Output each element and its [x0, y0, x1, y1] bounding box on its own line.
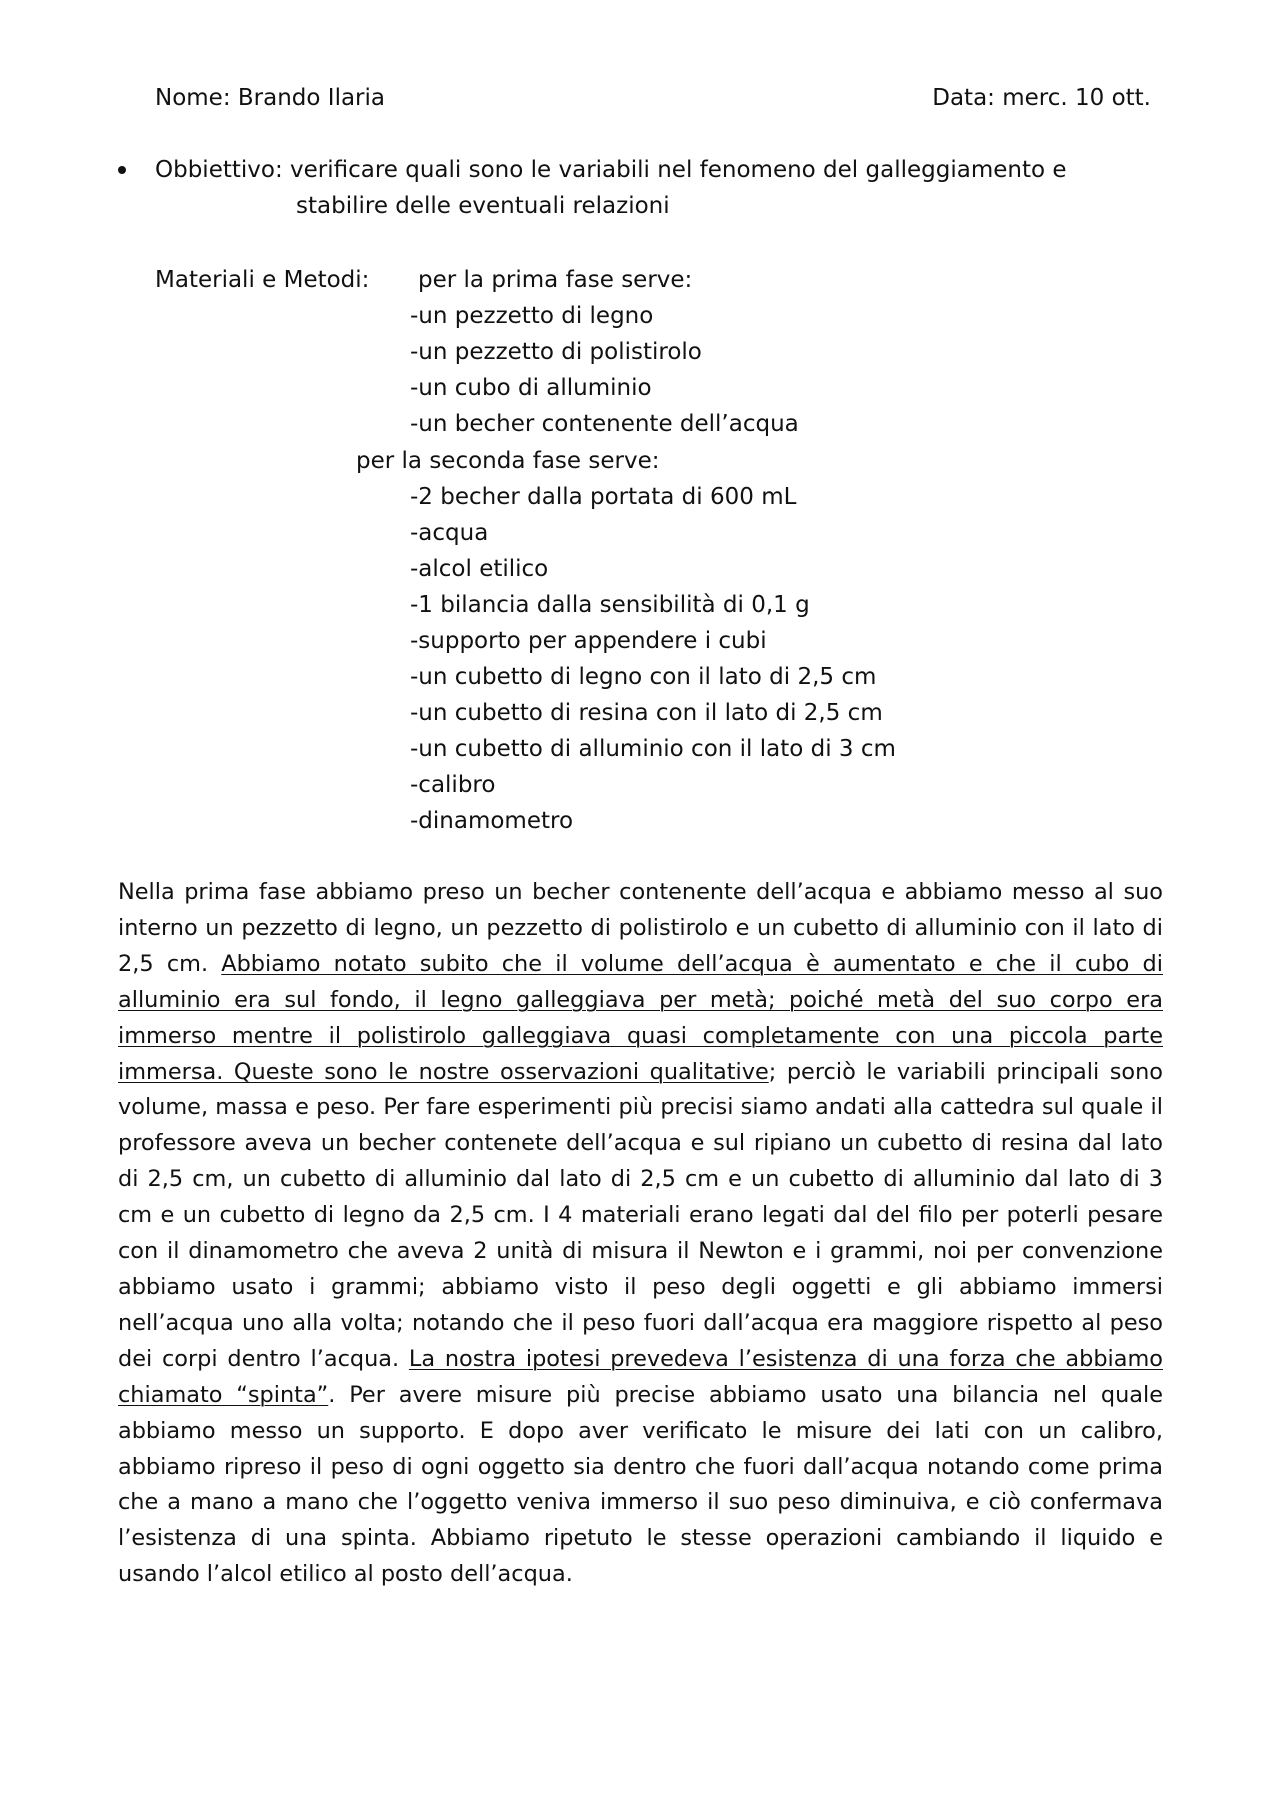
list-item: -1 bilancia dalla sensibilità di 0,1 g	[410, 592, 810, 618]
materials-label: Materiali e Metodi:	[155, 267, 370, 293]
list-item: -2 becher dalla portata di 600 mL	[410, 484, 797, 510]
phase2-materials-list	[410, 479, 896, 839]
list-item: -un cubetto di resina con il lato di 2,5 cm	[410, 700, 883, 726]
list-item: -un pezzetto di polistirolo	[410, 339, 702, 365]
qualitative-observations: Abbiamo notato subito che il volume dell’acqua è aumentato e che il cubo di alluminio era sul fondo, il legno galleggiava per metà; poiché metà del suo corpo era immerso mentre il polistirolo galleggiava quasi completamente con una piccola parte immersa. Queste sono le nostre osservazioni qualitative	[118, 950, 1163, 1085]
list-item: -un becher contenente dell’acqua	[410, 411, 799, 437]
student-name: Nome: Brando Ilaria	[155, 85, 385, 111]
list-item: -un cubetto di legno con il lato di 2,5 cm	[410, 664, 877, 690]
list-item: -alcol etilico	[410, 556, 549, 582]
objective-line-1: Obbiettivo: verificare quali sono le variabili nel fenomeno del galleggiamento e	[155, 157, 1067, 183]
list-item: -acqua	[410, 520, 489, 546]
list-item: -calibro	[410, 772, 496, 798]
list-item: -un cubetto di alluminio con il lato di 3 cm	[410, 736, 896, 762]
list-item: -dinamometro	[410, 808, 574, 834]
list-item: -un cubo di alluminio	[410, 375, 652, 401]
report-date: Data: merc. 10 ott.	[932, 85, 1151, 111]
phase1-intro: per la prima fase serve:	[418, 267, 693, 293]
procedure-paragraph	[118, 875, 1163, 1593]
objective-line-2: stabilire delle eventuali relazioni	[296, 193, 670, 219]
list-item: -un pezzetto di legno	[410, 303, 654, 329]
hypothesis-text: La nostra ipotesi prevedeva l’esistenza di una forza che abbiamo chiamato “spinta”	[118, 1345, 1163, 1408]
phase1-materials-list	[410, 298, 799, 442]
list-item: -supporto per appendere i cubi	[410, 628, 767, 654]
paragraph-text: Nella prima fase abbiamo preso un becher contenente dell’acqua e abbiamo messo al suo interno un pezzetto di legno, un pezzetto di polistirolo e un cubetto di alluminio con il lato di 2,5 cm.	[118, 879, 1163, 977]
bullet-icon	[118, 166, 126, 174]
paragraph-text: . Per avere misure più precise abbiamo usato una bilancia nel quale abbiamo messo un supporto. E dopo aver verificato le misure dei lati con un calibro, abbiamo ripreso il peso di ogni oggetto sia dentro che fuori dall’acqua notando come prima che a mano a mano che l’oggetto veniva immerso il suo peso diminuiva, e ciò confermava l’esistenza di una spinta. Abbiamo ripetuto le stesse operazioni cambiando il liquido e usando l’alcol etilico al posto dell’acqua.	[118, 1381, 1164, 1588]
phase2-intro: per la seconda fase serve:	[356, 448, 660, 474]
paragraph-text: ; perciò le variabili principali sono volume, massa e peso. Per fare esperimenti più precisi siamo andati alla cattedra sul quale il professore aveva un becher contenete dell’acqua e sul ripiano un cubetto di resina dal lato di 2,5 cm, un cubetto di alluminio dal lato di 2,5 cm e un cubetto di alluminio dal lato di 3 cm e un cubetto di legno da 2,5 cm. I 4 materiali erano legati dal del filo per poterli pesare con il dinamometro che aveva 2 unità di misura il Newton e i grammi, noi per convenzione abbiamo usato i grammi; abbiamo visto il peso degli oggetti e gli abbiamo immersi nell’acqua uno alla volta; notando che il peso fuori dall’acqua era maggiore rispetto al peso dei corpi dentro l’acqua.	[118, 1058, 1163, 1372]
